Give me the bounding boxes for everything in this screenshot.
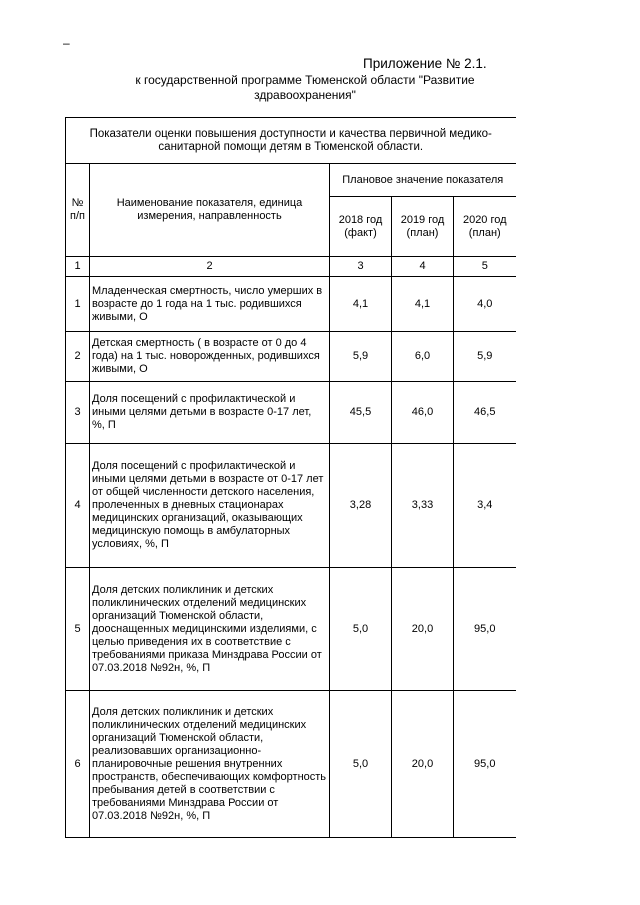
indicator-name: Младенческая смертность, число умерших в возрасте до 1 года на 1 тыс. родившихся живыми, О [90, 277, 330, 332]
indicator-name: Доля детских поликлиник и детских поликлинических отделений медицинских организаций Тюменской области, дооснащенных медицинскими изделиями, с целью приведения их в соответствие с требованиями приказа Минздрава России от 07.03.2018 №92н, %, П [90, 568, 330, 691]
numbering-row [66, 257, 516, 277]
header-row-1 [66, 164, 516, 197]
numbering-cell: 2 [90, 257, 330, 277]
header-name: Наименование показателя, единица измерения, направленность [90, 164, 330, 257]
header-plan-group: Плановое значение показателя [330, 164, 516, 197]
table-title-row [66, 118, 516, 164]
value-2020: 3,4 [454, 444, 516, 568]
indicator-name: Детская смертность ( в возрасте от 0 до 4 года) на 1 тыс. новорожденных, родившихся живыми, О [90, 332, 330, 382]
value-2018: 3,28 [330, 444, 392, 568]
table-row [66, 691, 516, 838]
header-year-2020: 2020 год (план) [454, 197, 516, 257]
numbering-cell: 3 [330, 257, 392, 277]
row-number: 1 [66, 277, 90, 332]
table-title: Показатели оценки повышения доступности и качества первичной медико-санитарной помощи детям в Тюменской области. [66, 118, 516, 164]
table-row [66, 568, 516, 691]
value-2019: 4,1 [392, 277, 454, 332]
value-2019: 3,33 [392, 444, 454, 568]
header-year-2019: 2019 год (план) [392, 197, 454, 257]
value-2018: 4,1 [330, 277, 392, 332]
value-2018: 5,0 [330, 568, 392, 691]
row-number: 4 [66, 444, 90, 568]
numbering-cell: 5 [454, 257, 516, 277]
numbering-cell: 4 [392, 257, 454, 277]
value-2020: 5,9 [454, 332, 516, 382]
table-row [66, 277, 516, 332]
numbering-cell: 1 [66, 257, 90, 277]
indicator-name: Доля посещений с профилактической и иными целями детьми в возрасте от 0-17 лет от общей численности детского населения, пролеченных в дневных стационарах медицинских организаций, оказывающих медицинскую помощь в амбулаторных условиях, %, П [90, 444, 330, 568]
value-2018: 5,9 [330, 332, 392, 382]
indicators-table [65, 117, 516, 838]
row-number: 2 [66, 332, 90, 382]
indicator-name: Доля посещений с профилактической и иными целями детьми в возрасте 0-17 лет, %, П [90, 382, 330, 444]
value-2019: 46,0 [392, 382, 454, 444]
appendix-subtitle: к государственной программе Тюменской области "Развитие здравоохранения" [135, 73, 475, 102]
value-2020: 4,0 [454, 277, 516, 332]
corner-dash: – [63, 36, 70, 50]
value-2018: 45,5 [330, 382, 392, 444]
table-row [66, 444, 516, 568]
appendix-title: Приложение № 2.1. [363, 56, 487, 71]
row-number: 6 [66, 691, 90, 838]
value-2018: 5,0 [330, 691, 392, 838]
row-number: 5 [66, 568, 90, 691]
header-year-2018: 2018 год (факт) [330, 197, 392, 257]
indicator-name: Доля детских поликлиник и детских поликлинических отделений медицинских организаций Тюменской области, реализовавших организационно-планировочные решения внутренних пространств, обеспечивающих комфортность пребывания детей в соответствии с требованиями Минздрава России от 07.03.2018 №92н, %, П [90, 691, 330, 838]
value-2020: 95,0 [454, 691, 516, 838]
header-no: № п/п [66, 164, 90, 257]
value-2019: 20,0 [392, 568, 454, 691]
value-2020: 95,0 [454, 568, 516, 691]
table-row [66, 332, 516, 382]
value-2019: 6,0 [392, 332, 454, 382]
row-number: 3 [66, 382, 90, 444]
value-2019: 20,0 [392, 691, 454, 838]
value-2020: 46,5 [454, 382, 516, 444]
table-row [66, 382, 516, 444]
